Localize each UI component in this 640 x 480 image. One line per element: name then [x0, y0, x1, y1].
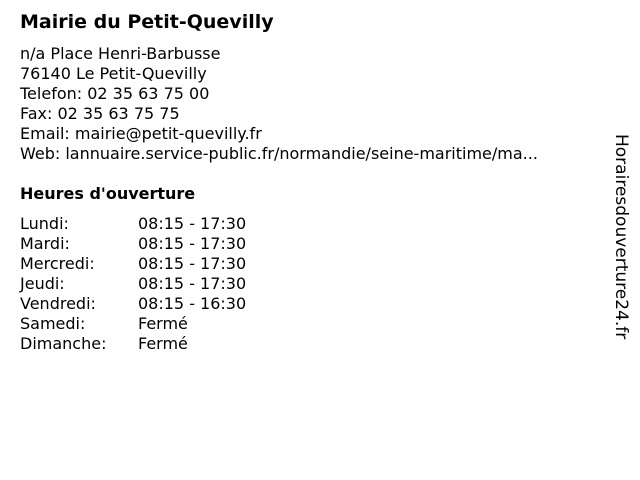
time-value: 08:15 - 17:30 — [138, 214, 247, 233]
day-label: Vendredi: — [20, 294, 96, 313]
place-title: Mairie du Petit-Quevilly — [20, 11, 274, 33]
fax-number: Fax: 02 35 63 75 75 — [20, 104, 180, 123]
day-label: Jeudi: — [20, 274, 65, 293]
time-value: Fermé — [138, 314, 188, 333]
hours-row-saturday — [20, 314, 280, 334]
phone-number: Telefon: 02 35 63 75 00 — [20, 84, 210, 103]
hours-row-thursday — [20, 274, 280, 294]
hours-row-friday — [20, 294, 280, 314]
opening-hours-table — [20, 214, 280, 354]
hours-row-monday — [20, 214, 280, 234]
time-value: 08:15 - 16:30 — [138, 294, 247, 313]
address-block — [20, 44, 538, 164]
street-address: n/a Place Henri-Barbusse — [20, 44, 221, 63]
day-label: Lundi: — [20, 214, 69, 233]
time-value: 08:15 - 17:30 — [138, 234, 247, 253]
site-watermark: Horairesdouverture24.fr — [611, 134, 631, 340]
time-value: 08:15 - 17:30 — [138, 274, 247, 293]
hours-row-sunday — [20, 334, 280, 354]
city-address: 76140 Le Petit-Quevilly — [20, 64, 207, 83]
opening-hours-heading: Heures d'ouverture — [20, 184, 196, 203]
day-label: Samedi: — [20, 314, 86, 333]
day-label: Mercredi: — [20, 254, 95, 273]
time-value: Fermé — [138, 334, 188, 353]
day-label: Mardi: — [20, 234, 70, 253]
time-value: 08:15 - 17:30 — [138, 254, 247, 273]
website-link: Web: lannuaire.service-public.fr/normandie/seine-maritime/ma... — [20, 144, 538, 163]
email-address: Email: mairie@petit-quevilly.fr — [20, 124, 262, 143]
hours-row-wednesday — [20, 254, 280, 274]
hours-row-tuesday — [20, 234, 280, 254]
day-label: Dimanche: — [20, 334, 107, 353]
